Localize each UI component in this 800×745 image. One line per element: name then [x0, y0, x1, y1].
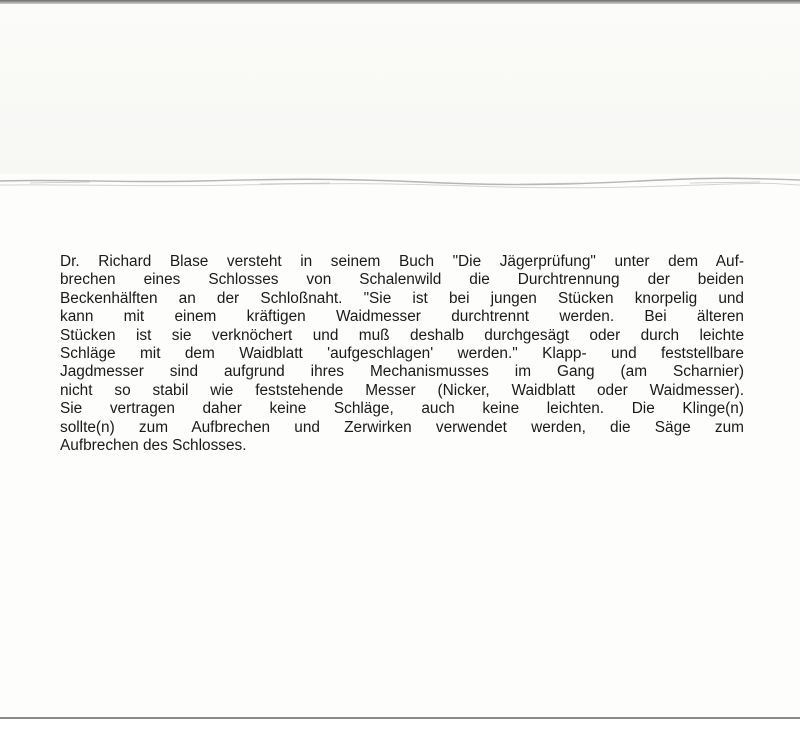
body-paragraph: [60, 253, 744, 455]
paragraph-line: Stücken ist sie verknöchert und muß deshalb durchgesägt oder durch leichte: [60, 326, 744, 344]
paragraph-line: Beckenhälften an der Schloßnaht. "Sie ist bei jungen Stücken knorpelig und: [60, 289, 744, 307]
paragraph-line: kann mit einem kräftigen Waidmesser durchtrennt werden. Bei älteren: [60, 308, 744, 326]
faded-top-strip: [0, 4, 800, 174]
paragraph-line: Schläge mit dem Waidblatt 'aufgeschlagen' werden." Klapp- und feststellbare: [60, 345, 744, 363]
bottom-margin: [0, 719, 800, 745]
torn-fold-line: [0, 172, 800, 194]
paragraph-line: Dr. Richard Blase versteht in seinem Buch "Die Jägerprüfung" unter dem Auf-: [60, 253, 744, 270]
paragraph-line: Aufbrechen des Schlosses.: [60, 437, 247, 455]
paragraph-line: brechen eines Schlosses von Schalenwild die Durchtrennung der beiden: [60, 271, 744, 289]
paragraph-line: nicht so stabil wie feststehende Messer (Nicker, Waidblatt oder Waidmesser).: [60, 381, 744, 399]
paragraph-line: Jagdmesser sind aufgrund ihres Mechanismusses im Gang (am Scharnier): [60, 363, 744, 381]
paragraph-line: Sie vertragen daher keine Schläge, auch keine leichten. Die Klinge(n): [60, 400, 744, 418]
paragraph-line: sollte(n) zum Aufbrechen und Zerwirken verwendet werden, die Säge zum: [60, 418, 744, 436]
